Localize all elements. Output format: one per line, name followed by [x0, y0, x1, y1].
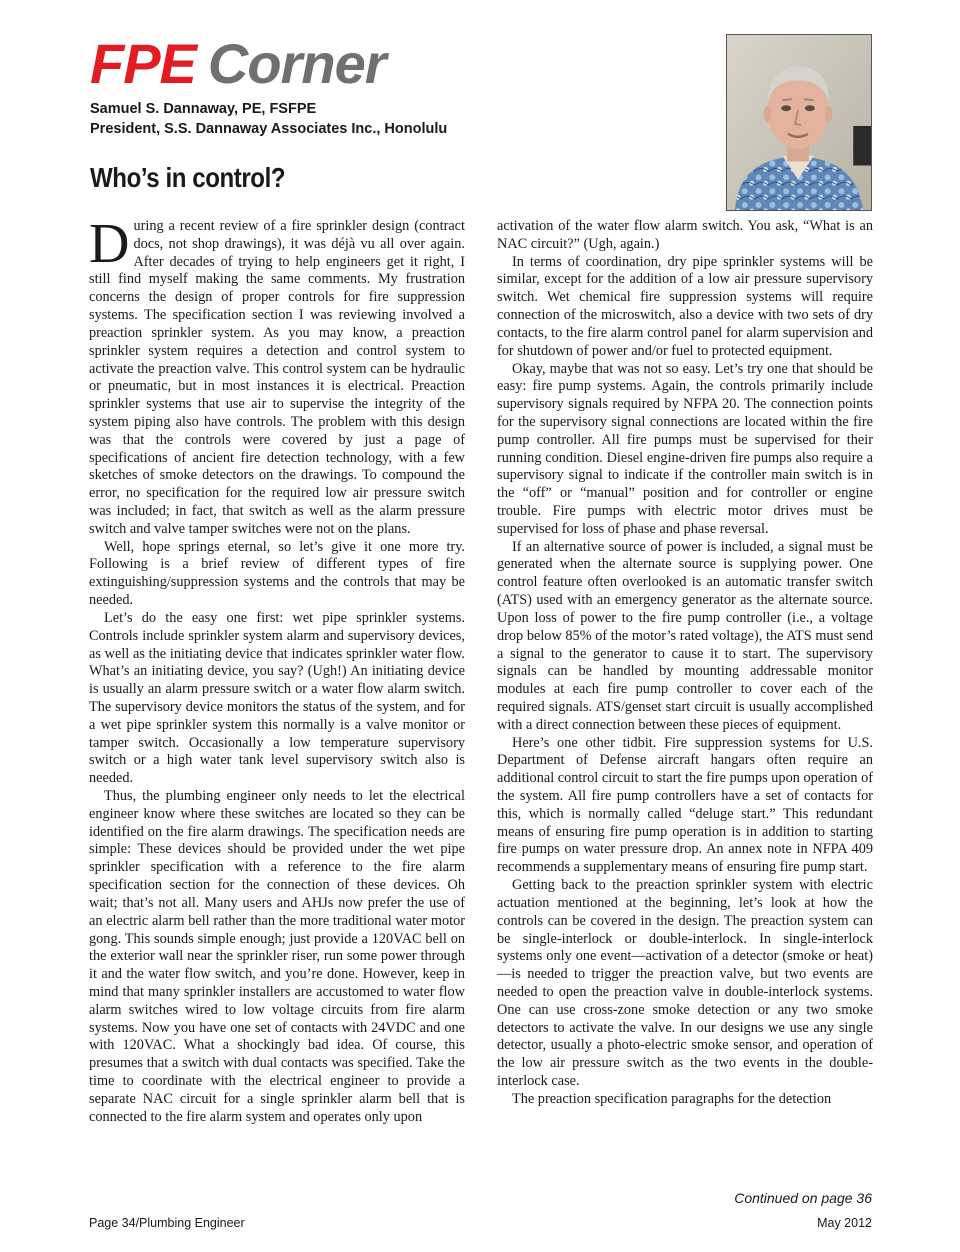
continued-on-link[interactable]: Continued on page 36 [734, 1190, 872, 1206]
article-column-right [497, 218, 873, 1109]
article-headline: Who’s in control? [90, 162, 286, 193]
author-name: Samuel S. Dannaway, PE, FSFPE [90, 101, 317, 117]
article-paragraph: Here’s one other tidbit. Fire suppression systems for U.S. Department of Defense aircraft hangars often require an additional control circuit to start the fire pumps upon operation of the system. All fire pump controllers have a set of contacts for this, which is normally called “deluge start.” This redundant means of ensuring fire pump operation is in addition to starting fire pumps on water pressure drop. An annex note in NFPA 409 recommends a supplementary means of ensuring fire pump start. [497, 734, 873, 876]
masthead-fpe: FPE [90, 32, 196, 95]
article-paragraph: The preaction specification paragraphs for the detection [512, 1090, 832, 1107]
article-paragraph: Thus, the plumbing engineer only needs to let the electrical engineer know where these switches are located so they can be identified on the fire alarm drawings. The specification needs are simple: These devices should be provided under the wet pipe sprinkler specification with a reference to the fire alarm specification section for the connection of these devices. Oh wait; that’s not all. Many users and AHJs now prefer the use of an electric alarm bell rather than the more traditional water motor gong. This sounds simple enough; just provide a 120VAC bell on the exterior wall near the sprinkler riser, run some power through it and the water flow switch, and you’re done. However, keep in mind that many sprinkler installers are accustomed to water flow alarm switches wired to low voltage circuits from fire alarm systems. Now you have one set of contacts with 24VDC and one with 120VAC. What a shockingly bad idea. Of course, this presumes that a switch with dual contacts was specified. Take the time to coordinate with the electrical engineer to provide a separate NAC circuit for a single sprinkler alarm bell that is connected to the fire alarm system and operates only upon [89, 788, 465, 1125]
article-paragraph: Well, hope springs eternal, so let’s give it one more try. Following is a brief review of different types of fire extinguishing/suppression systems and the controls that may be needed. [89, 538, 465, 609]
footer-issue-date: May 2012 [817, 1216, 872, 1230]
article-paragraph: Getting back to the preaction sprinkler system with electric actuation mentioned at the beginning, let’s look at how the controls can be covered in the design. The preaction system can be single-interlock or double-interlock. In single-interlock systems only one event—activation of a detector (smoke or heat)—is needed to trigger the preaction valve, but two events are needed to open the preaction valve in double-interlock systems. One can use cross-zone smoke detection or any two smoke detectors to activate the valve. In our designs we use any single detector, usually a photo-electric smoke sensor, and operation of the low air pressure switch as the two events in the double-interlock case. [497, 877, 873, 1089]
footer-page-label: Page 34/Plumbing Engineer [89, 1216, 245, 1230]
author-photo [726, 34, 872, 211]
article-paragraph: During a recent review of a fire sprinkler design (contract docs, not shop drawings), it was déjà vu all over again. After decades of trying to help engineers get it right, I still find myself making the same comments. My frustration concerns the design of proper controls for fire suppression systems. The specification section I was reviewing involved a preaction sprinkler system. As you may know, a preaction sprinkler system requires a detection and control system to activate the preaction valve. This control system can be hydraulic or pneumatic, but in most instances it is electrical. Preaction sprinkler systems that use air to supervise the integrity of the system piping also have controls. The problem with this design was that the controls were covered by just a page of specifications of ancient fire detection technology, with a few sketches of smoke detectors on the drawings. To compound the error, no specification for the required low air pressure switch was included; in fact, that switch as well as the alarm pressure switch and valve tamper switches were not on the plans. [89, 213, 465, 537]
article-paragraph: Okay, maybe that was not so easy. Let’s try one that should be easy: fire pump systems. Again, the controls primarily include supervisory signals required by NFPA 20. The connection points for the supervisory signal connections are located within the fire pump controller. All fire pumps must be supervised for their running condition. Diesel engine-driven fire pumps also require a supervisory signal to indicate if the controller main switch is in the “off” or “manual” position and for controller or engine trouble. Fire pumps with electric motor drives must be supervised for loss of phase and phase reversal. [497, 360, 873, 537]
article-paragraph: If an alternative source of power is included, a signal must be generated when the alternate source is supplying power. One control feature often overlooked is an automatic transfer switch (ATS) used with an emergency generator as the alternate source. Upon loss of power to the fire pump controller (i.e., a voltage drop below 85% of the motor’s rated voltage), the ATS must send a signal to the generator to cause it to start. The supervisory signals can be handled by mounting addressable monitor modules at each fire pump controller to cover each of the required signals. ATS/genset start circuit is usually accomplished with a direct connection between these pieces of equipment. [497, 538, 873, 733]
masthead-logo [90, 34, 386, 94]
author-portrait-illustration [727, 35, 871, 210]
article-paragraph: In terms of coordination, dry pipe sprinkler systems will be similar, except for the addition of a low air pressure supervisory switch. Wet chemical fire suppression systems will require connection of the microswitch, also a device with two sets of dry contacts, to the fire alarm control panel for alarm supervision and for shutdown of power and/or fuel to protected equipment. [497, 253, 873, 359]
author-byline [90, 99, 447, 139]
article-paragraph: activation of the water flow alarm switch. You ask, “What is an NAC circuit?” (Ugh, again.) [497, 218, 873, 252]
article-paragraph: Let’s do the easy one first: wet pipe sprinkler systems. Controls include sprinkler system alarm and supervisory devices, as well as the initiating device that indicates sprinkler water flow. What’s an initiating device, you say? (Ugh!) An initiating device is usually an alarm pressure switch or a water flow alarm switch. The supervisory device monitors the status of the system, and for a wet pipe sprinkler system this normally is a valve monitor or tamper switch. Occasionally a low temperature supervisory switch or a high water tank level supervisory switch also is needed. [89, 609, 465, 787]
masthead-corner: Corner [207, 32, 386, 95]
article-column-left [89, 213, 465, 1126]
author-title: President, S.S. Dannaway Associates Inc., Honolulu [90, 121, 448, 137]
drop-cap: D [89, 213, 130, 275]
